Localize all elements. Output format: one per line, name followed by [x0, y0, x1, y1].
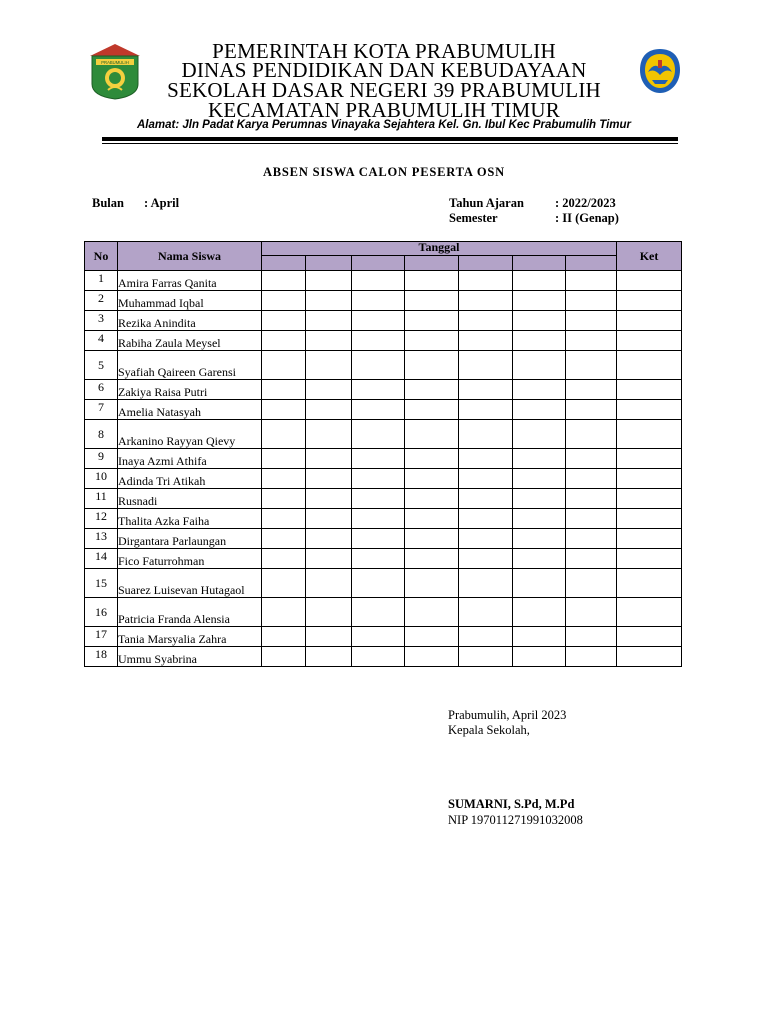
attendance-cell	[306, 331, 352, 351]
row-number: 3	[85, 311, 118, 331]
ket-cell	[617, 489, 682, 509]
attendance-cell	[306, 469, 352, 489]
attendance-cell	[352, 569, 405, 598]
student-name: Syafiah Qaireen Garensi	[118, 351, 262, 380]
attendance-cell	[262, 380, 306, 400]
header-rule-thick	[102, 137, 678, 141]
table-row	[85, 311, 682, 331]
attendance-cell	[306, 549, 352, 569]
table-row	[85, 627, 682, 647]
table-row	[85, 420, 682, 449]
attendance-cell	[262, 569, 306, 598]
attendance-cell	[405, 380, 459, 400]
table-row	[85, 598, 682, 627]
attendance-cell	[405, 420, 459, 449]
ket-cell	[617, 449, 682, 469]
student-name: Zakiya Raisa Putri	[118, 380, 262, 400]
student-name: Dirgantara Parlaungan	[118, 529, 262, 549]
ket-cell	[617, 569, 682, 598]
attendance-cell	[566, 529, 617, 549]
row-number: 2	[85, 291, 118, 311]
ket-cell	[617, 351, 682, 380]
attendance-cell	[566, 380, 617, 400]
attendance-cell	[513, 311, 566, 331]
student-name: Amelia Natasyah	[118, 400, 262, 420]
student-name: Rezika Anindita	[118, 311, 262, 331]
table-row	[85, 549, 682, 569]
student-name: Suarez Luisevan Hutagaol	[118, 569, 262, 598]
attendance-cell	[405, 647, 459, 667]
student-name: Muhammad Iqbal	[118, 291, 262, 311]
bulan-value: : April	[144, 196, 180, 210]
student-name: Thalita Azka Faiha	[118, 509, 262, 529]
attendance-cell	[306, 351, 352, 380]
attendance-cell	[352, 509, 405, 529]
col-header-tanggal: Tanggal	[262, 242, 617, 256]
svg-text:PRABUMULIH: PRABUMULIH	[101, 60, 129, 65]
row-number: 8	[85, 420, 118, 449]
attendance-cell	[306, 569, 352, 598]
attendance-cell	[352, 598, 405, 627]
ket-cell	[617, 469, 682, 489]
attendance-cell	[513, 529, 566, 549]
attendance-cell	[306, 380, 352, 400]
attendance-cell	[513, 489, 566, 509]
attendance-cell	[459, 291, 513, 311]
attendance-cell	[513, 449, 566, 469]
student-name: Patricia Franda Alensia	[118, 598, 262, 627]
attendance-cell	[262, 271, 306, 291]
ket-cell	[617, 400, 682, 420]
attendance-cell	[459, 400, 513, 420]
attendance-cell	[352, 549, 405, 569]
attendance-cell	[262, 331, 306, 351]
attendance-cell	[459, 380, 513, 400]
signature-name: SUMARNI, S.Pd, M.Pd	[448, 797, 575, 811]
header-address: Alamat: Jln Padat Karya Perumnas Vinayaka Sejahtera Kel. Gn. Ibul Kec Prabumulih Timur	[136, 119, 632, 131]
attendance-cell	[459, 351, 513, 380]
row-number: 10	[85, 469, 118, 489]
ket-cell	[617, 331, 682, 351]
attendance-cell	[513, 627, 566, 647]
attendance-cell	[262, 489, 306, 509]
attendance-cell	[513, 331, 566, 351]
attendance-cell	[262, 449, 306, 469]
attendance-cell	[262, 291, 306, 311]
attendance-cell	[262, 311, 306, 331]
attendance-cell	[352, 647, 405, 667]
table-row	[85, 647, 682, 667]
attendance-cell	[513, 549, 566, 569]
attendance-cell	[566, 647, 617, 667]
attendance-cell	[566, 420, 617, 449]
ket-cell	[617, 271, 682, 291]
attendance-cell	[306, 598, 352, 627]
tahun-ajaran-label: Tahun Ajaran	[449, 196, 524, 210]
attendance-cell	[459, 271, 513, 291]
attendance-cell	[352, 489, 405, 509]
col-header-ket: Ket	[617, 242, 682, 271]
student-name: Arkanino Rayyan Qievy	[118, 420, 262, 449]
attendance-cell	[566, 489, 617, 509]
attendance-cell	[262, 420, 306, 449]
attendance-cell	[405, 291, 459, 311]
attendance-cell	[405, 469, 459, 489]
attendance-cell	[306, 509, 352, 529]
attendance-cell	[513, 291, 566, 311]
attendance-cell	[262, 549, 306, 569]
attendance-cell	[352, 331, 405, 351]
attendance-cell	[459, 549, 513, 569]
document-title: ABSEN SISWA CALON PESERTA OSN	[262, 165, 506, 179]
attendance-cell	[405, 311, 459, 331]
student-name: Tania Marsyalia Zahra	[118, 627, 262, 647]
ket-cell	[617, 529, 682, 549]
attendance-cell	[306, 271, 352, 291]
date-col-2	[306, 256, 352, 271]
semester-label: Semester	[449, 211, 498, 225]
attendance-cell	[405, 509, 459, 529]
attendance-cell	[566, 271, 617, 291]
row-number: 18	[85, 647, 118, 667]
attendance-cell	[459, 331, 513, 351]
attendance-cell	[405, 400, 459, 420]
attendance-cell	[262, 647, 306, 667]
attendance-table	[84, 241, 682, 667]
attendance-cell	[513, 351, 566, 380]
attendance-cell	[513, 420, 566, 449]
table-row	[85, 529, 682, 549]
semester-value: : II (Genap)	[555, 211, 619, 225]
attendance-cell	[405, 598, 459, 627]
row-number: 11	[85, 489, 118, 509]
table-row	[85, 469, 682, 489]
attendance-cell	[352, 291, 405, 311]
student-name: Rusnadi	[118, 489, 262, 509]
student-name: Fico Faturrohman	[118, 549, 262, 569]
attendance-cell	[566, 509, 617, 529]
ket-cell	[617, 549, 682, 569]
attendance-cell	[405, 271, 459, 291]
table-row	[85, 380, 682, 400]
attendance-cell	[566, 311, 617, 331]
attendance-cell	[405, 569, 459, 598]
row-number: 17	[85, 627, 118, 647]
attendance-cell	[262, 509, 306, 529]
attendance-cell	[459, 311, 513, 331]
attendance-cell	[352, 380, 405, 400]
header-rule-thin	[102, 143, 678, 144]
attendance-cell	[513, 380, 566, 400]
attendance-cell	[459, 449, 513, 469]
date-col-4	[405, 256, 459, 271]
row-number: 6	[85, 380, 118, 400]
attendance-cell	[459, 529, 513, 549]
attendance-cell	[405, 529, 459, 549]
attendance-cell	[566, 627, 617, 647]
attendance-cell	[513, 647, 566, 667]
attendance-cell	[566, 469, 617, 489]
attendance-cell	[306, 529, 352, 549]
signature-nip: NIP 197011271991032008	[448, 813, 583, 827]
row-number: 16	[85, 598, 118, 627]
attendance-cell	[262, 400, 306, 420]
bulan-label: Bulan	[92, 196, 124, 210]
attendance-cell	[459, 598, 513, 627]
col-header-no: No	[85, 242, 118, 271]
attendance-cell	[405, 627, 459, 647]
row-number: 13	[85, 529, 118, 549]
attendance-cell	[566, 291, 617, 311]
date-col-1	[262, 256, 306, 271]
attendance-cell	[306, 311, 352, 331]
attendance-cell	[459, 469, 513, 489]
table-row	[85, 271, 682, 291]
attendance-cell	[352, 529, 405, 549]
date-col-3	[352, 256, 405, 271]
attendance-cell	[566, 549, 617, 569]
student-name: Inaya Azmi Athifa	[118, 449, 262, 469]
attendance-cell	[352, 400, 405, 420]
attendance-cell	[262, 469, 306, 489]
row-number: 9	[85, 449, 118, 469]
attendance-cell	[405, 549, 459, 569]
attendance-cell	[306, 627, 352, 647]
table-row	[85, 569, 682, 598]
attendance-cell	[306, 489, 352, 509]
attendance-cell	[459, 569, 513, 598]
signature-place-date: Prabumulih, April 2023	[448, 708, 567, 722]
attendance-cell	[459, 420, 513, 449]
attendance-cell	[566, 449, 617, 469]
table-row	[85, 489, 682, 509]
attendance-cell	[352, 351, 405, 380]
attendance-cell	[352, 420, 405, 449]
attendance-cell	[513, 271, 566, 291]
header-department: DINAS PENDIDIKAN DAN KEBUDAYAAN	[181, 58, 587, 82]
attendance-cell	[459, 489, 513, 509]
attendance-cell	[262, 351, 306, 380]
ket-cell	[617, 311, 682, 331]
table-row	[85, 449, 682, 469]
attendance-cell	[566, 351, 617, 380]
attendance-cell	[352, 449, 405, 469]
ket-cell	[617, 509, 682, 529]
attendance-cell	[262, 598, 306, 627]
attendance-cell	[513, 469, 566, 489]
row-number: 5	[85, 351, 118, 380]
row-number: 4	[85, 331, 118, 351]
student-name: Ummu Syabrina	[118, 647, 262, 667]
col-header-nama: Nama Siswa	[118, 242, 262, 271]
attendance-cell	[306, 449, 352, 469]
header-district: KECAMATAN PRABUMULIH TIMUR	[208, 98, 560, 122]
date-col-6	[513, 256, 566, 271]
attendance-cell	[513, 569, 566, 598]
attendance-cell	[566, 331, 617, 351]
attendance-cell	[352, 271, 405, 291]
header-government: PEMERINTAH KOTA PRABUMULIH	[212, 39, 556, 63]
attendance-cell	[352, 469, 405, 489]
attendance-cell	[405, 489, 459, 509]
date-col-5	[459, 256, 513, 271]
row-number: 14	[85, 549, 118, 569]
attendance-cell	[513, 598, 566, 627]
attendance-cell	[566, 569, 617, 598]
table-row	[85, 331, 682, 351]
attendance-cell	[513, 400, 566, 420]
row-number: 12	[85, 509, 118, 529]
row-number: 1	[85, 271, 118, 291]
table-row	[85, 291, 682, 311]
ket-cell	[617, 647, 682, 667]
attendance-cell	[459, 627, 513, 647]
ket-cell	[617, 380, 682, 400]
row-number: 7	[85, 400, 118, 420]
attendance-cell	[405, 351, 459, 380]
attendance-cell	[405, 449, 459, 469]
attendance-cell	[405, 331, 459, 351]
attendance-cell	[306, 291, 352, 311]
ket-cell	[617, 291, 682, 311]
attendance-cell	[262, 627, 306, 647]
attendance-cell	[352, 627, 405, 647]
attendance-cell	[306, 647, 352, 667]
table-row	[85, 509, 682, 529]
student-name: Adinda Tri Atikah	[118, 469, 262, 489]
ket-cell	[617, 420, 682, 449]
tahun-ajaran-value: : 2022/2023	[555, 196, 616, 210]
attendance-cell	[513, 509, 566, 529]
student-name: Amira Farras Qanita	[118, 271, 262, 291]
ket-cell	[617, 627, 682, 647]
attendance-cell	[566, 400, 617, 420]
header-school-name: SEKOLAH DASAR NEGERI 39 PRABUMULIH	[167, 78, 601, 102]
attendance-cell	[566, 598, 617, 627]
attendance-cell	[262, 529, 306, 549]
ket-cell	[617, 598, 682, 627]
signature-role: Kepala Sekolah,	[448, 723, 530, 737]
attendance-cell	[459, 509, 513, 529]
table-row	[85, 400, 682, 420]
student-name: Rabiha Zaula Meysel	[118, 331, 262, 351]
date-col-7	[566, 256, 617, 271]
table-row	[85, 351, 682, 380]
attendance-cell	[459, 647, 513, 667]
attendance-cell	[306, 420, 352, 449]
row-number: 15	[85, 569, 118, 598]
attendance-cell	[352, 311, 405, 331]
attendance-cell	[306, 400, 352, 420]
